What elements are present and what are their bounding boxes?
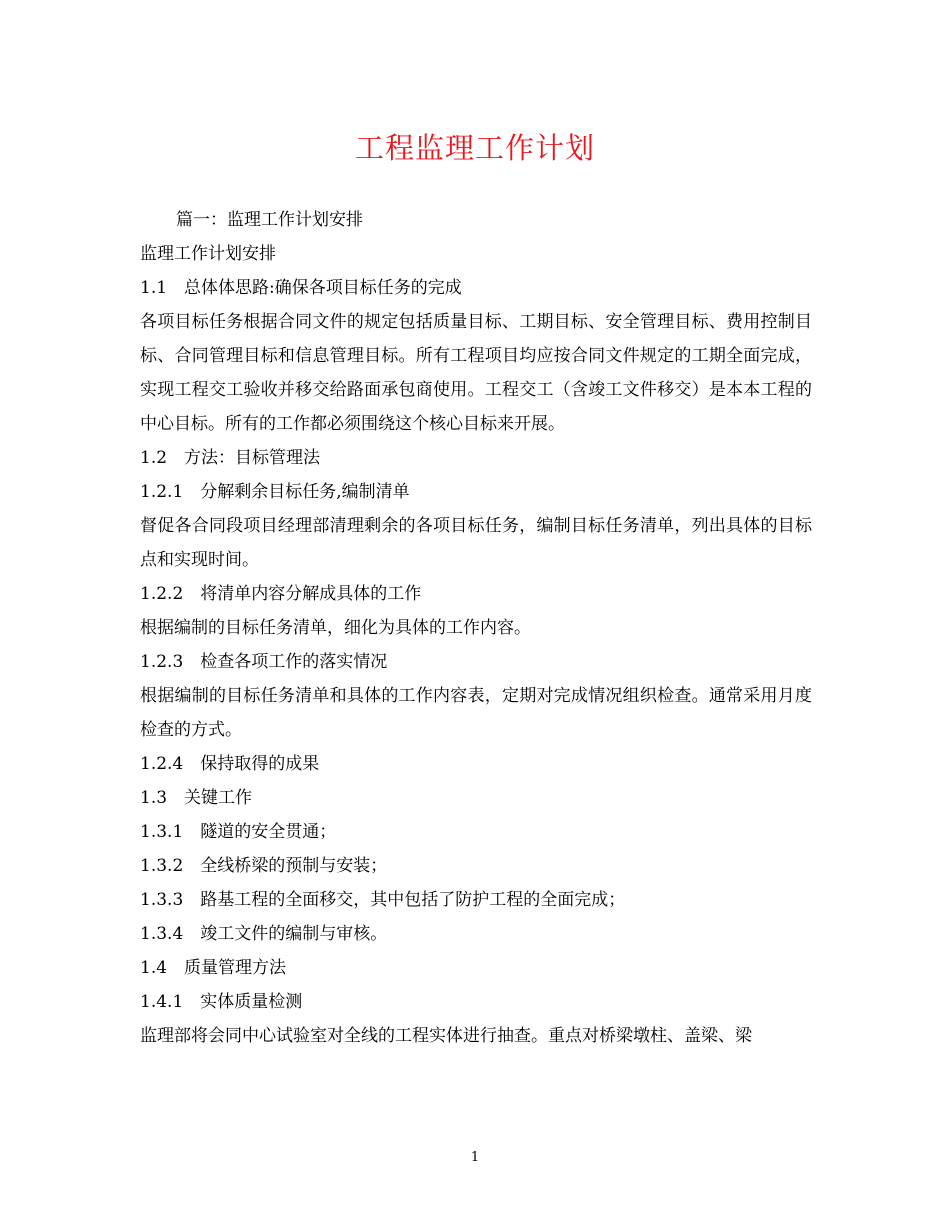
- heading-1-3: 1.3 关键工作: [140, 788, 253, 808]
- heading-1-2: 1.2 方法：目标管理法: [140, 448, 321, 468]
- paragraph-1-4-1: 监理部将会同中心试验室对全线的工程实体进行抽查。重点对桥梁墩柱、盖梁、梁: [140, 1026, 752, 1046]
- document-body: [140, 203, 812, 1053]
- heading-1-2-1: 1.2.1 分解剩余目标任务,编制清单: [140, 482, 410, 502]
- item-1-3-2: 1.3.2 全线桥梁的预制与安装；: [140, 856, 388, 876]
- paragraph-1-1: 各项目标任务根据合同文件的规定包括质量目标、工期目标、安全管理目标、费用控制目标、合同管理目标和信息管理目标。所有工程项目均应按合同文件规定的工期全面完成，实现工程交工验收并移交给路面承包商使用。工程交工（含竣工文件移交）是本本工程的中心目标。所有的工作都必须围绕这个核心目标来开展。: [140, 312, 812, 434]
- item-1-3-4: 1.3.4 竣工文件的编制与审核。: [140, 924, 388, 944]
- part-heading: 篇一：监理工作计划安排: [176, 210, 363, 230]
- heading-1-2-3: 1.2.3 检查各项工作的落实情况: [140, 652, 388, 672]
- section-subtitle: 监理工作计划安排: [140, 244, 276, 264]
- paragraph-1-2-3: 根据编制的目标任务清单和具体的工作内容表，定期对完成情况组织检查。通常采用月度检查的方式。: [140, 686, 812, 740]
- heading-1-2-2: 1.2.2 将清单内容分解成具体的工作: [140, 584, 422, 604]
- heading-1-1: 1.1 总体体思路:确保各项目标任务的完成: [140, 278, 462, 298]
- heading-1-4-1: 1.4.1 实体质量检测: [140, 992, 303, 1012]
- paragraph-1-2-2: 根据编制的目标任务清单，细化为具体的工作内容。: [140, 618, 531, 638]
- page-number: 1: [470, 1150, 480, 1165]
- document-title: 工程监理工作计划: [354, 131, 595, 165]
- heading-1-4: 1.4 质量管理方法: [140, 958, 287, 978]
- item-1-3-3: 1.3.3 路基工程的全面移交，其中包括了防护工程的全面完成；: [140, 890, 626, 910]
- item-1-3-1: 1.3.1 隧道的安全贯通；: [140, 822, 337, 842]
- paragraph-1-2-1: 督促各合同段项目经理部清理剩余的各项目标任务，编制目标任务清单，列出具体的目标点和实现时间。: [140, 516, 812, 570]
- heading-1-2-4: 1.2.4 保持取得的成果: [140, 754, 320, 774]
